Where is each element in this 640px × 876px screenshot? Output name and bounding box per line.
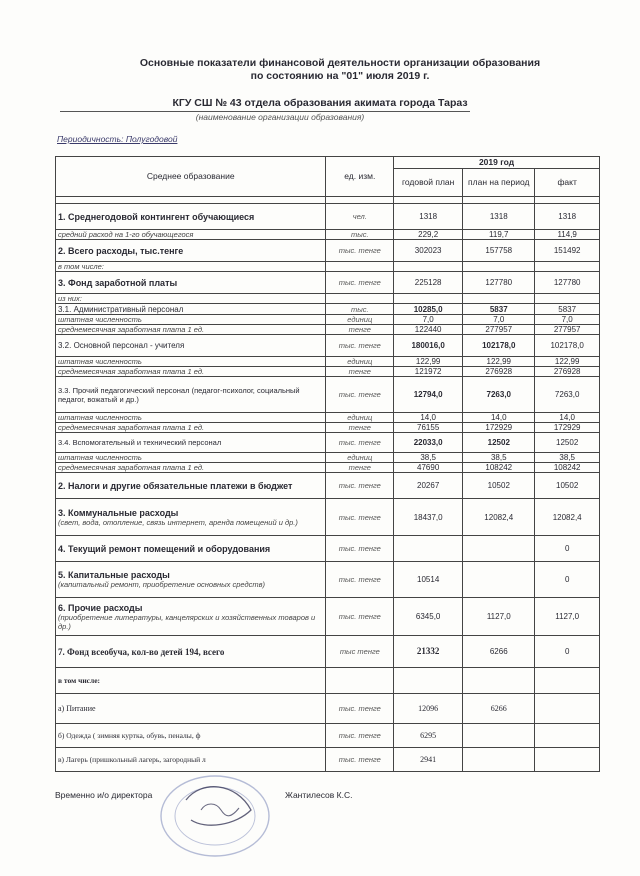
row-fact [535, 694, 600, 724]
row-label: штатная численность [56, 357, 326, 367]
row-fact: 1318 [535, 204, 600, 230]
row-unit: тыс. тенге [326, 748, 394, 772]
row-fact: 7263,0 [535, 377, 600, 413]
row-unit: тыс. тенге [326, 499, 394, 536]
row-fact: 12502 [535, 433, 600, 453]
row-label: 6. Прочие расходы [58, 602, 143, 613]
row-plan-period: 122,99 [463, 357, 535, 367]
col-header-year: 2019 год [394, 157, 600, 169]
table-row [56, 562, 600, 598]
row-label-cell [56, 499, 326, 536]
row-plan-period: 7263,0 [463, 377, 535, 413]
row-fact: 151492 [535, 240, 600, 262]
table-row [56, 636, 600, 668]
row-unit: чел. [326, 204, 394, 230]
row-label: 3.3. Прочий педагогический персонал (педагог-психолог, социальный педагог, вожатый и др.) [56, 377, 326, 413]
table-row [56, 262, 600, 272]
row-plan-period: 10502 [463, 473, 535, 499]
official-stamp [156, 770, 274, 860]
row-plan-year: 12794,0 [394, 377, 463, 413]
table-row [56, 536, 600, 562]
row-fact: 1127,0 [535, 598, 600, 636]
row-label: в том числе: [56, 668, 326, 694]
row-plan-year: 2941 [394, 748, 463, 772]
row-unit: тенге [326, 325, 394, 335]
row-plan-year: 7,0 [394, 315, 463, 325]
row-fact: 127780 [535, 272, 600, 294]
col-header-name: Среднее образование [56, 157, 326, 197]
row-label: штатная численность [56, 453, 326, 463]
row-label-cell [56, 562, 326, 598]
row-label-cell [56, 598, 326, 636]
signer-name: Жантилесов К.С. [285, 790, 353, 800]
table-row [56, 473, 600, 499]
table-row [56, 433, 600, 453]
row-label: в) Лагерь (пришкольный лагерь, загородный л [56, 748, 326, 772]
row-fact: 7,0 [535, 315, 600, 325]
row-plan-year: 6295 [394, 724, 463, 748]
table-row [56, 598, 600, 636]
table-row [56, 748, 600, 772]
table-row [56, 413, 600, 423]
finance-table [55, 156, 600, 772]
row-label: среднемесячная заработная плата 1 ед. [56, 325, 326, 335]
row-unit: тыс. тенге [326, 240, 394, 262]
table-row [56, 423, 600, 433]
table-row [56, 377, 600, 413]
row-sublabel: (капитальный ремонт, приобретение основных средств) [58, 580, 266, 589]
row-label: а) Питание [56, 694, 326, 724]
report-title-line1: Основные показатели финансовой деятельности организации образования [139, 57, 541, 69]
row-label: штатная численность [56, 413, 326, 423]
table-row-blank [56, 197, 600, 204]
periodicity-label: Периодичность: Полугодовой [57, 134, 178, 144]
row-unit: тыс. тенге [326, 562, 394, 598]
row-sublabel: (свет, вода, отопление, связь интернет, аренда помещений и др.) [58, 517, 298, 527]
row-plan-year: 10514 [394, 562, 463, 598]
row-label: б) Одежда ( зимняя куртка, обувь, пеналы, ф [56, 724, 326, 748]
row-fact: 10502 [535, 473, 600, 499]
row-plan-year: 21332 [394, 636, 463, 668]
row-unit: единиц [326, 413, 394, 423]
row-fact: 0 [535, 536, 600, 562]
row-plan-year: 6345,0 [394, 598, 463, 636]
row-plan-period: 119,7 [463, 230, 535, 240]
row-unit: тыс. тенге [326, 473, 394, 499]
row-unit: тыс. [326, 304, 394, 315]
signer-title: Временно и/о директора [55, 790, 153, 800]
row-label: среднемесячная заработная плата 1 ед. [56, 423, 326, 433]
row-plan-year: 121972 [394, 367, 463, 377]
row-fact: 277957 [535, 325, 600, 335]
row-plan-year: 76155 [394, 423, 463, 433]
table-row [56, 668, 600, 694]
row-plan-period: 12502 [463, 433, 535, 453]
row-sublabel: (приобретение литературы, канцелярских и хозяйственных товаров и др.) [58, 612, 316, 631]
row-plan-year: 180016,0 [394, 335, 463, 357]
row-plan-year: 225128 [394, 272, 463, 294]
row-label: из них: [56, 294, 326, 304]
table-row [56, 240, 600, 262]
row-plan-year: 122,99 [394, 357, 463, 367]
row-label: штатная численность [56, 315, 326, 325]
row-fact: 108242 [535, 463, 600, 473]
row-unit: тыс. тенге [326, 272, 394, 294]
row-label: 3.2. Основной персонал - учителя [56, 335, 326, 357]
row-label: 3.1. Административный персонал [56, 304, 326, 315]
table-row [56, 325, 600, 335]
row-unit: единиц [326, 453, 394, 463]
row-label: 3. Коммунальные расходы [58, 507, 179, 518]
row-unit: тыс. тенге [326, 536, 394, 562]
row-plan-year: 14,0 [394, 413, 463, 423]
row-plan-year: 47690 [394, 463, 463, 473]
row-plan-year: 302023 [394, 240, 463, 262]
row-plan-period: 108242 [463, 463, 535, 473]
row-plan-year: 38,5 [394, 453, 463, 463]
row-fact: 114,9 [535, 230, 600, 240]
row-label: 3.4. Вспомогательный и технический персонал [56, 433, 326, 453]
row-plan-period: 172929 [463, 423, 535, 433]
row-plan-period: 157758 [463, 240, 535, 262]
row-plan-period: 1127,0 [463, 598, 535, 636]
row-plan-period [463, 724, 535, 748]
row-plan-period: 38,5 [463, 453, 535, 463]
table-row [56, 335, 600, 357]
table-row [56, 204, 600, 230]
row-plan-year [394, 536, 463, 562]
row-fact: 14,0 [535, 413, 600, 423]
row-plan-period [463, 562, 535, 598]
row-fact [535, 724, 600, 748]
table-row [56, 230, 600, 240]
report-title [60, 57, 620, 83]
col-header-plan-period: план на период [463, 169, 535, 197]
row-plan-year: 1318 [394, 204, 463, 230]
col-header-unit: ед. изм. [326, 157, 394, 197]
row-plan-period: 1318 [463, 204, 535, 230]
row-plan-period: 5837 [463, 304, 535, 315]
row-unit: тенге [326, 423, 394, 433]
row-plan-period: 102178,0 [463, 335, 535, 357]
row-plan-period: 6266 [463, 694, 535, 724]
row-plan-period: 127780 [463, 272, 535, 294]
row-fact: 102178,0 [535, 335, 600, 357]
row-label: 5. Капитальные расходы [58, 570, 170, 580]
organization-caption: (наименование организации образования) [195, 112, 365, 122]
row-label: 1. Среднегодовой контингент обучающиеся [56, 204, 326, 230]
row-plan-year: 18437,0 [394, 499, 463, 536]
row-plan-period [463, 748, 535, 772]
row-fact [535, 748, 600, 772]
row-unit: тыс. тенге [326, 433, 394, 453]
table-row [56, 315, 600, 325]
row-plan-period: 7,0 [463, 315, 535, 325]
col-header-plan-year: годовой план [394, 169, 463, 197]
row-label: 2. Всего расходы, тыс.тенге [56, 240, 326, 262]
row-fact: 12082,4 [535, 499, 600, 536]
row-plan-year: 10285,0 [394, 304, 463, 315]
row-label: среднемесячная заработная плата 1 ед. [56, 367, 326, 377]
row-fact: 122,99 [535, 357, 600, 367]
row-unit: тыс. тенге [326, 377, 394, 413]
row-unit: единиц [326, 357, 394, 367]
row-label: в том числе: [56, 262, 326, 272]
row-unit: единиц [326, 315, 394, 325]
row-label: 3. Фонд заработной платы [56, 272, 326, 294]
table-row [56, 272, 600, 294]
row-label: средний расход на 1-го обучающегося [56, 230, 326, 240]
row-plan-period: 276928 [463, 367, 535, 377]
row-fact: 5837 [535, 304, 600, 315]
row-fact: 276928 [535, 367, 600, 377]
row-plan-period: 277957 [463, 325, 535, 335]
row-plan-year: 229,2 [394, 230, 463, 240]
row-plan-year: 12096 [394, 694, 463, 724]
row-fact: 0 [535, 636, 600, 668]
row-plan-year: 20267 [394, 473, 463, 499]
row-plan-period [463, 536, 535, 562]
row-plan-period: 6266 [463, 636, 535, 668]
row-unit: тыс. тенге [326, 694, 394, 724]
row-label: 2. Налоги и другие обязательные платежи в бюджет [56, 473, 326, 499]
table-row [56, 724, 600, 748]
table-row [56, 367, 600, 377]
row-unit: тыс. тенге [326, 724, 394, 748]
row-label: 7. Фонд всеобуча, кол-во детей 194, всего [56, 636, 326, 668]
table-row [56, 294, 600, 304]
row-unit: тыс. тенге [326, 335, 394, 357]
table-row [56, 463, 600, 473]
row-fact: 0 [535, 562, 600, 598]
table-row [56, 499, 600, 536]
table-row [56, 453, 600, 463]
table-row [56, 357, 600, 367]
organization-name: КГУ СШ № 43 отдела образования акимата города Тараз [172, 97, 468, 109]
table-row [56, 694, 600, 724]
row-unit: тыс. тенге [326, 598, 394, 636]
row-unit: тыс. [326, 230, 394, 240]
row-unit: тенге [326, 367, 394, 377]
row-plan-period: 12082,4 [463, 499, 535, 536]
row-fact: 172929 [535, 423, 600, 433]
row-fact: 38,5 [535, 453, 600, 463]
row-plan-year: 122440 [394, 325, 463, 335]
col-header-fact: факт [535, 169, 600, 197]
row-unit: тенге [326, 463, 394, 473]
table-row [56, 304, 600, 315]
row-label: 4. Текущий ремонт помещений и оборудования [56, 536, 326, 562]
row-plan-period: 14,0 [463, 413, 535, 423]
row-unit: тыс тенге [326, 636, 394, 668]
row-label: среднемесячная заработная плата 1 ед. [56, 463, 326, 473]
row-plan-year: 22033,0 [394, 433, 463, 453]
report-title-line2: по состоянию на "01" июля 2019 г. [250, 70, 430, 82]
